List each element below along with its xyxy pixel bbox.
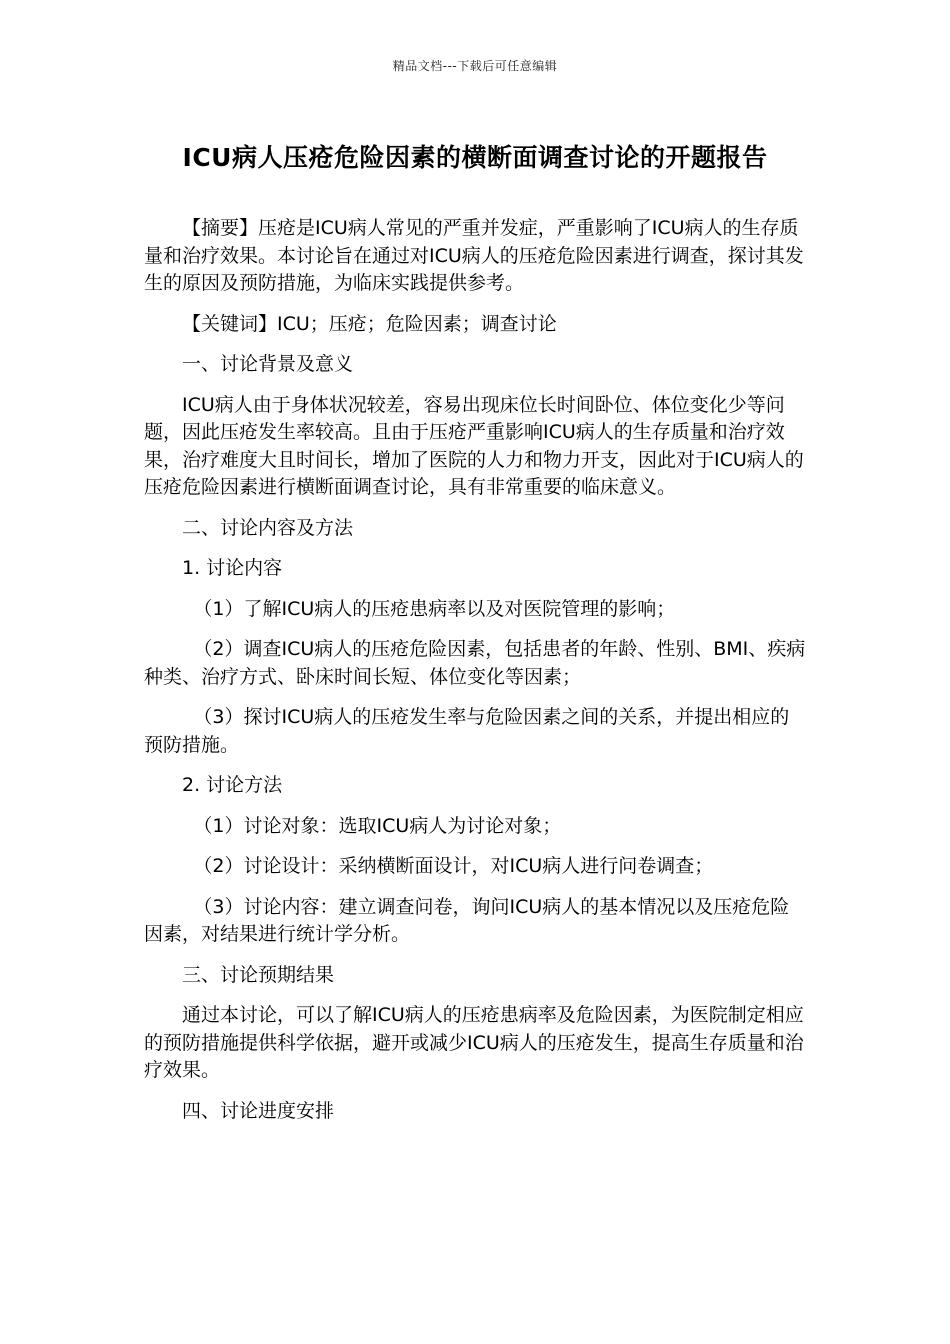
subheading-method: 2. 讨论方法	[182, 774, 283, 796]
document-title: ICU病人压疮危险因素的横断面调查讨论的开题报告	[182, 143, 768, 172]
document-body	[144, 215, 808, 1138]
section-heading-schedule: 四、讨论进度安排	[182, 1099, 335, 1122]
subheading-content: 1. 讨论内容	[182, 557, 283, 579]
content-item-2: （2）调查ICU病人的压疮危险因素，包括患者的年龄、性别、BMI、疾病种类、治疗方式、卧床时间长短、体位变化等因素；	[144, 638, 806, 688]
method-item-3: （3）讨论内容：建立调查问卷，询问ICU病人的基本情况以及压疮危险因素，对结果进行统计学分析。	[144, 895, 790, 945]
method-item-2: （2）讨论设计：采纳横断面设计，对ICU病人进行问卷调查；	[193, 855, 714, 877]
section-heading-content-method: 二、讨论内容及方法	[182, 516, 354, 539]
method-item-1: （1）讨论对象：选取ICU病人为讨论对象；	[193, 814, 562, 837]
header-note: 精品文档---下载后可任意编辑	[392, 59, 558, 73]
section-heading-background: 一、讨论背景及意义	[182, 353, 354, 375]
keywords-paragraph: 【关键词】ICU；压疮；危险因素；调查讨论	[182, 312, 557, 335]
content-item-1: （1）了解ICU病人的压疮患病率以及对医院管理的影响；	[193, 597, 676, 620]
background-paragraph: ICU病人由于身体状况较差，容易出现床位长时间卧位、体位变化少等问题，因此压疮发生率较高。且由于压疮严重影响ICU病人的生存质量和治疗效果，治疗难度大且时间长，增加了医院的人力和物力开支，因此对于ICU病人的压疮危险因素进行横断面调查讨论，具有非常重要的临床意义。	[144, 393, 804, 498]
content-item-3: （3）探讨ICU病人的压疮发生率与危险因素之间的关系，并提出相应的预防措施。	[144, 706, 790, 756]
section-heading-expected-results: 三、讨论预期结果	[182, 963, 335, 986]
expected-results-paragraph: 通过本讨论，可以了解ICU病人的压疮患病率及危险因素，为医院制定相应的预防措施提供科学依据，避开或减少ICU病人的压疮发生，提高生存质量和治疗效果。	[144, 1004, 804, 1081]
abstract-paragraph: 【摘要】压疮是ICU病人常见的严重并发症，严重影响了ICU病人的生存质量和治疗效果。本讨论旨在通过对ICU病人的压疮危险因素进行调查，探讨其发生的原因及预防措施，为临床实践提供参考。	[144, 217, 804, 294]
